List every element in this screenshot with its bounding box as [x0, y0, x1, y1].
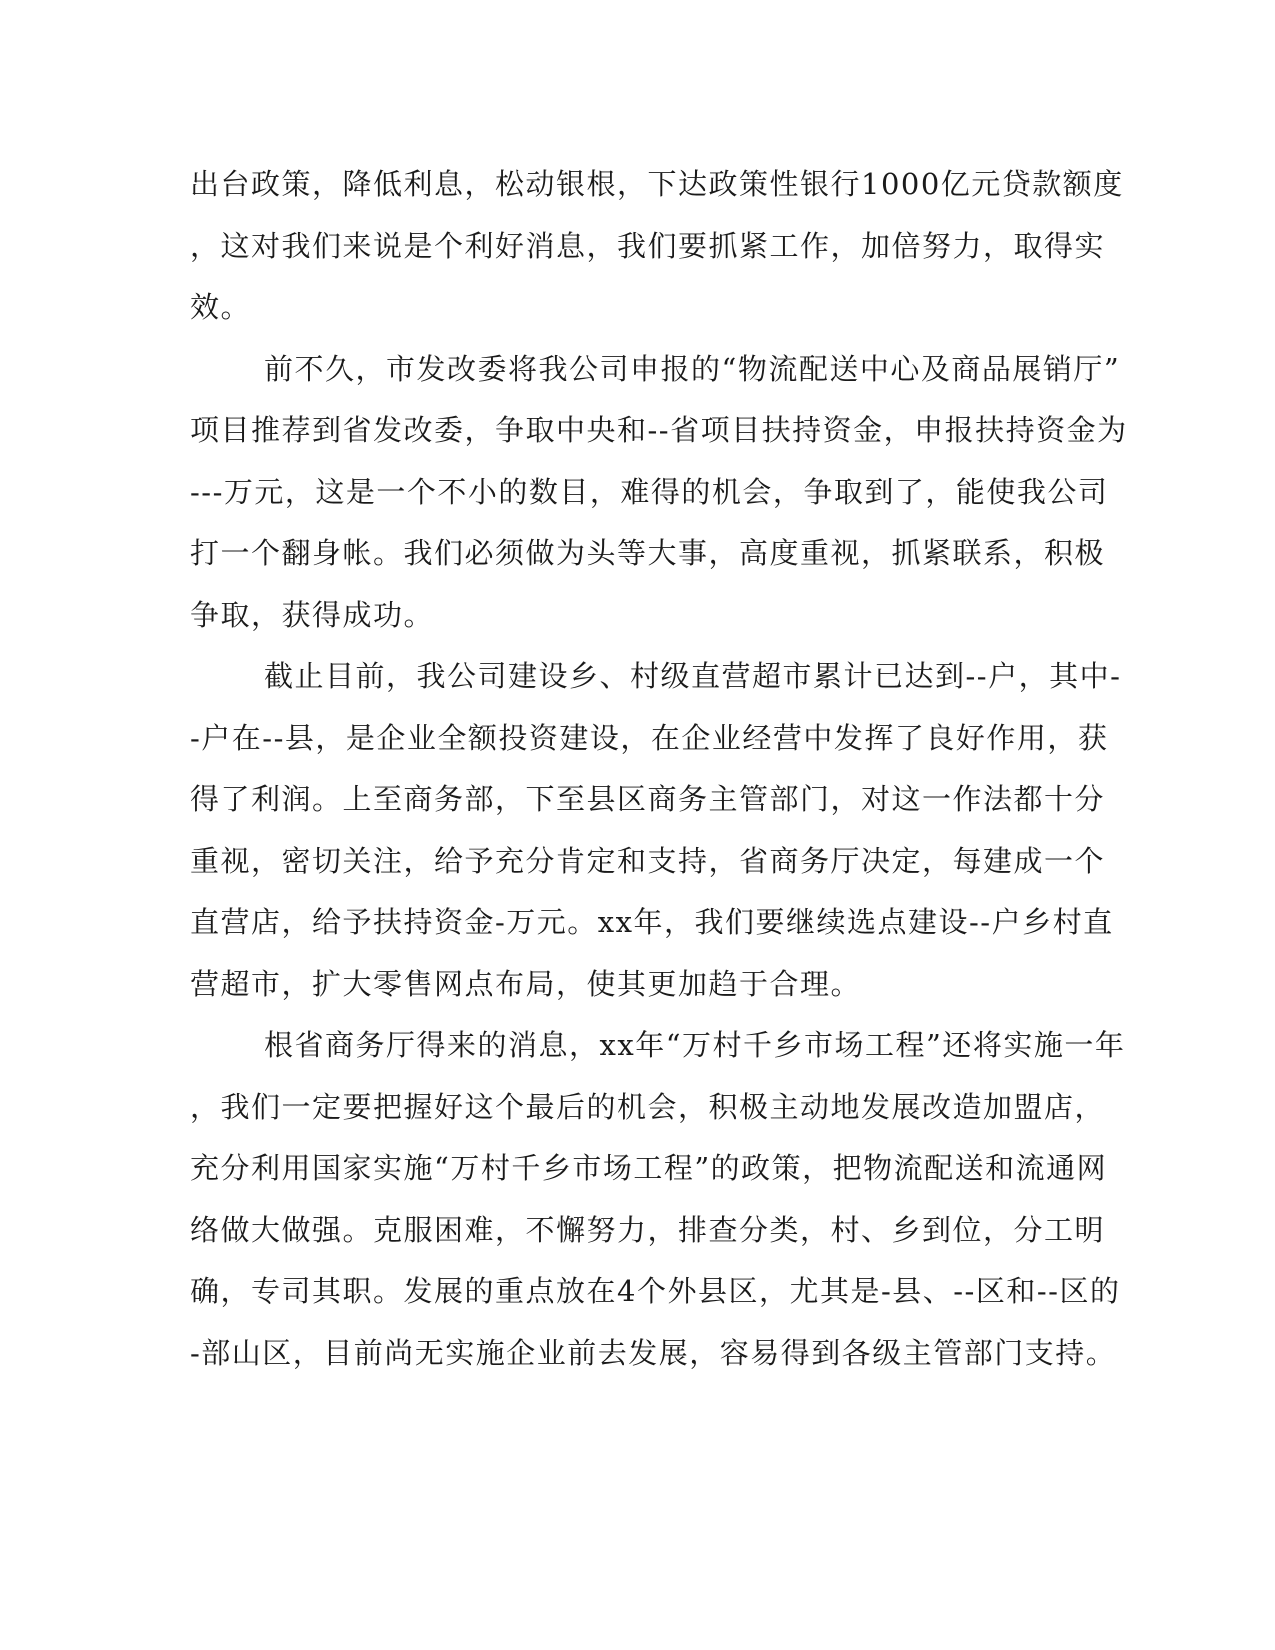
text-line: 得了利润。上至商务部，下至县区商务主管部门，对这一作法都十分 — [190, 782, 1106, 816]
text-line: 争取，获得成功。 — [190, 597, 435, 632]
text-line: ，这对我们来说是个利好消息，我们要抓紧工作，加倍努力，取得实 — [190, 228, 1106, 263]
text-line: 打一个翻身帐。我们必须做为头等大事，高度重视，抓紧联系，积极 — [190, 536, 1106, 570]
text-line: 络做大做强。克服困难，不懈努力，排查分类，村、乡到位，分工明 — [190, 1212, 1106, 1247]
text-line: 确，专司其职。发展的重点放在4个外县区，尤其是-县、--区和--区的 — [190, 1274, 1121, 1308]
text-line: ---万元，这是一个不小的数目，难得的机会，争取到了，能使我公司 — [190, 474, 1109, 509]
paragraph-first-line: 根省商务厅得来的消息，xx年“万村千乡市场工程”还将实施一年 — [264, 1028, 1126, 1062]
text-line: 营超市，扩大零售网点布局，使其更加趋于合理。 — [190, 966, 862, 1001]
document-body — [190, 162, 1128, 1392]
text-line: 直营店，给予扶持资金-万元。xx年，我们要继续选点建设--户乡村直 — [190, 905, 1114, 939]
text-line: 效。 — [190, 290, 252, 324]
text-line: -户在--县，是企业全额投资建设，在企业经营中发挥了良好作用，获 — [190, 720, 1109, 755]
text-line: ，我们一定要把握好这个最后的机会，积极主动地发展改造加盟店， — [190, 1089, 1106, 1124]
text-line: 充分利用国家实施“万村千乡市场工程”的政策，把物流配送和流通网 — [190, 1151, 1108, 1185]
text-line: 出台政策，降低利息，松动银根，下达政策性银行1000亿元贷款额度 — [190, 167, 1124, 201]
text-line: 项目推荐到省发改委，争取中央和--省项目扶持资金，申报扶持资金为 — [190, 413, 1128, 447]
text-line: 重视，密切关注，给予充分肯定和支持，省商务厅决定，每建成一个 — [190, 843, 1106, 878]
text-line: -部山区，目前尚无实施企业前去发展，容易得到各级主管部门支持。 — [190, 1335, 1117, 1370]
paragraph-first-line: 截止目前，我公司建设乡、村级直营超市累计已达到--户，其中- — [264, 659, 1122, 693]
paragraph-first-line: 前不久，市发改委将我公司申报的“物流配送中心及商品展销厅” — [264, 351, 1121, 386]
